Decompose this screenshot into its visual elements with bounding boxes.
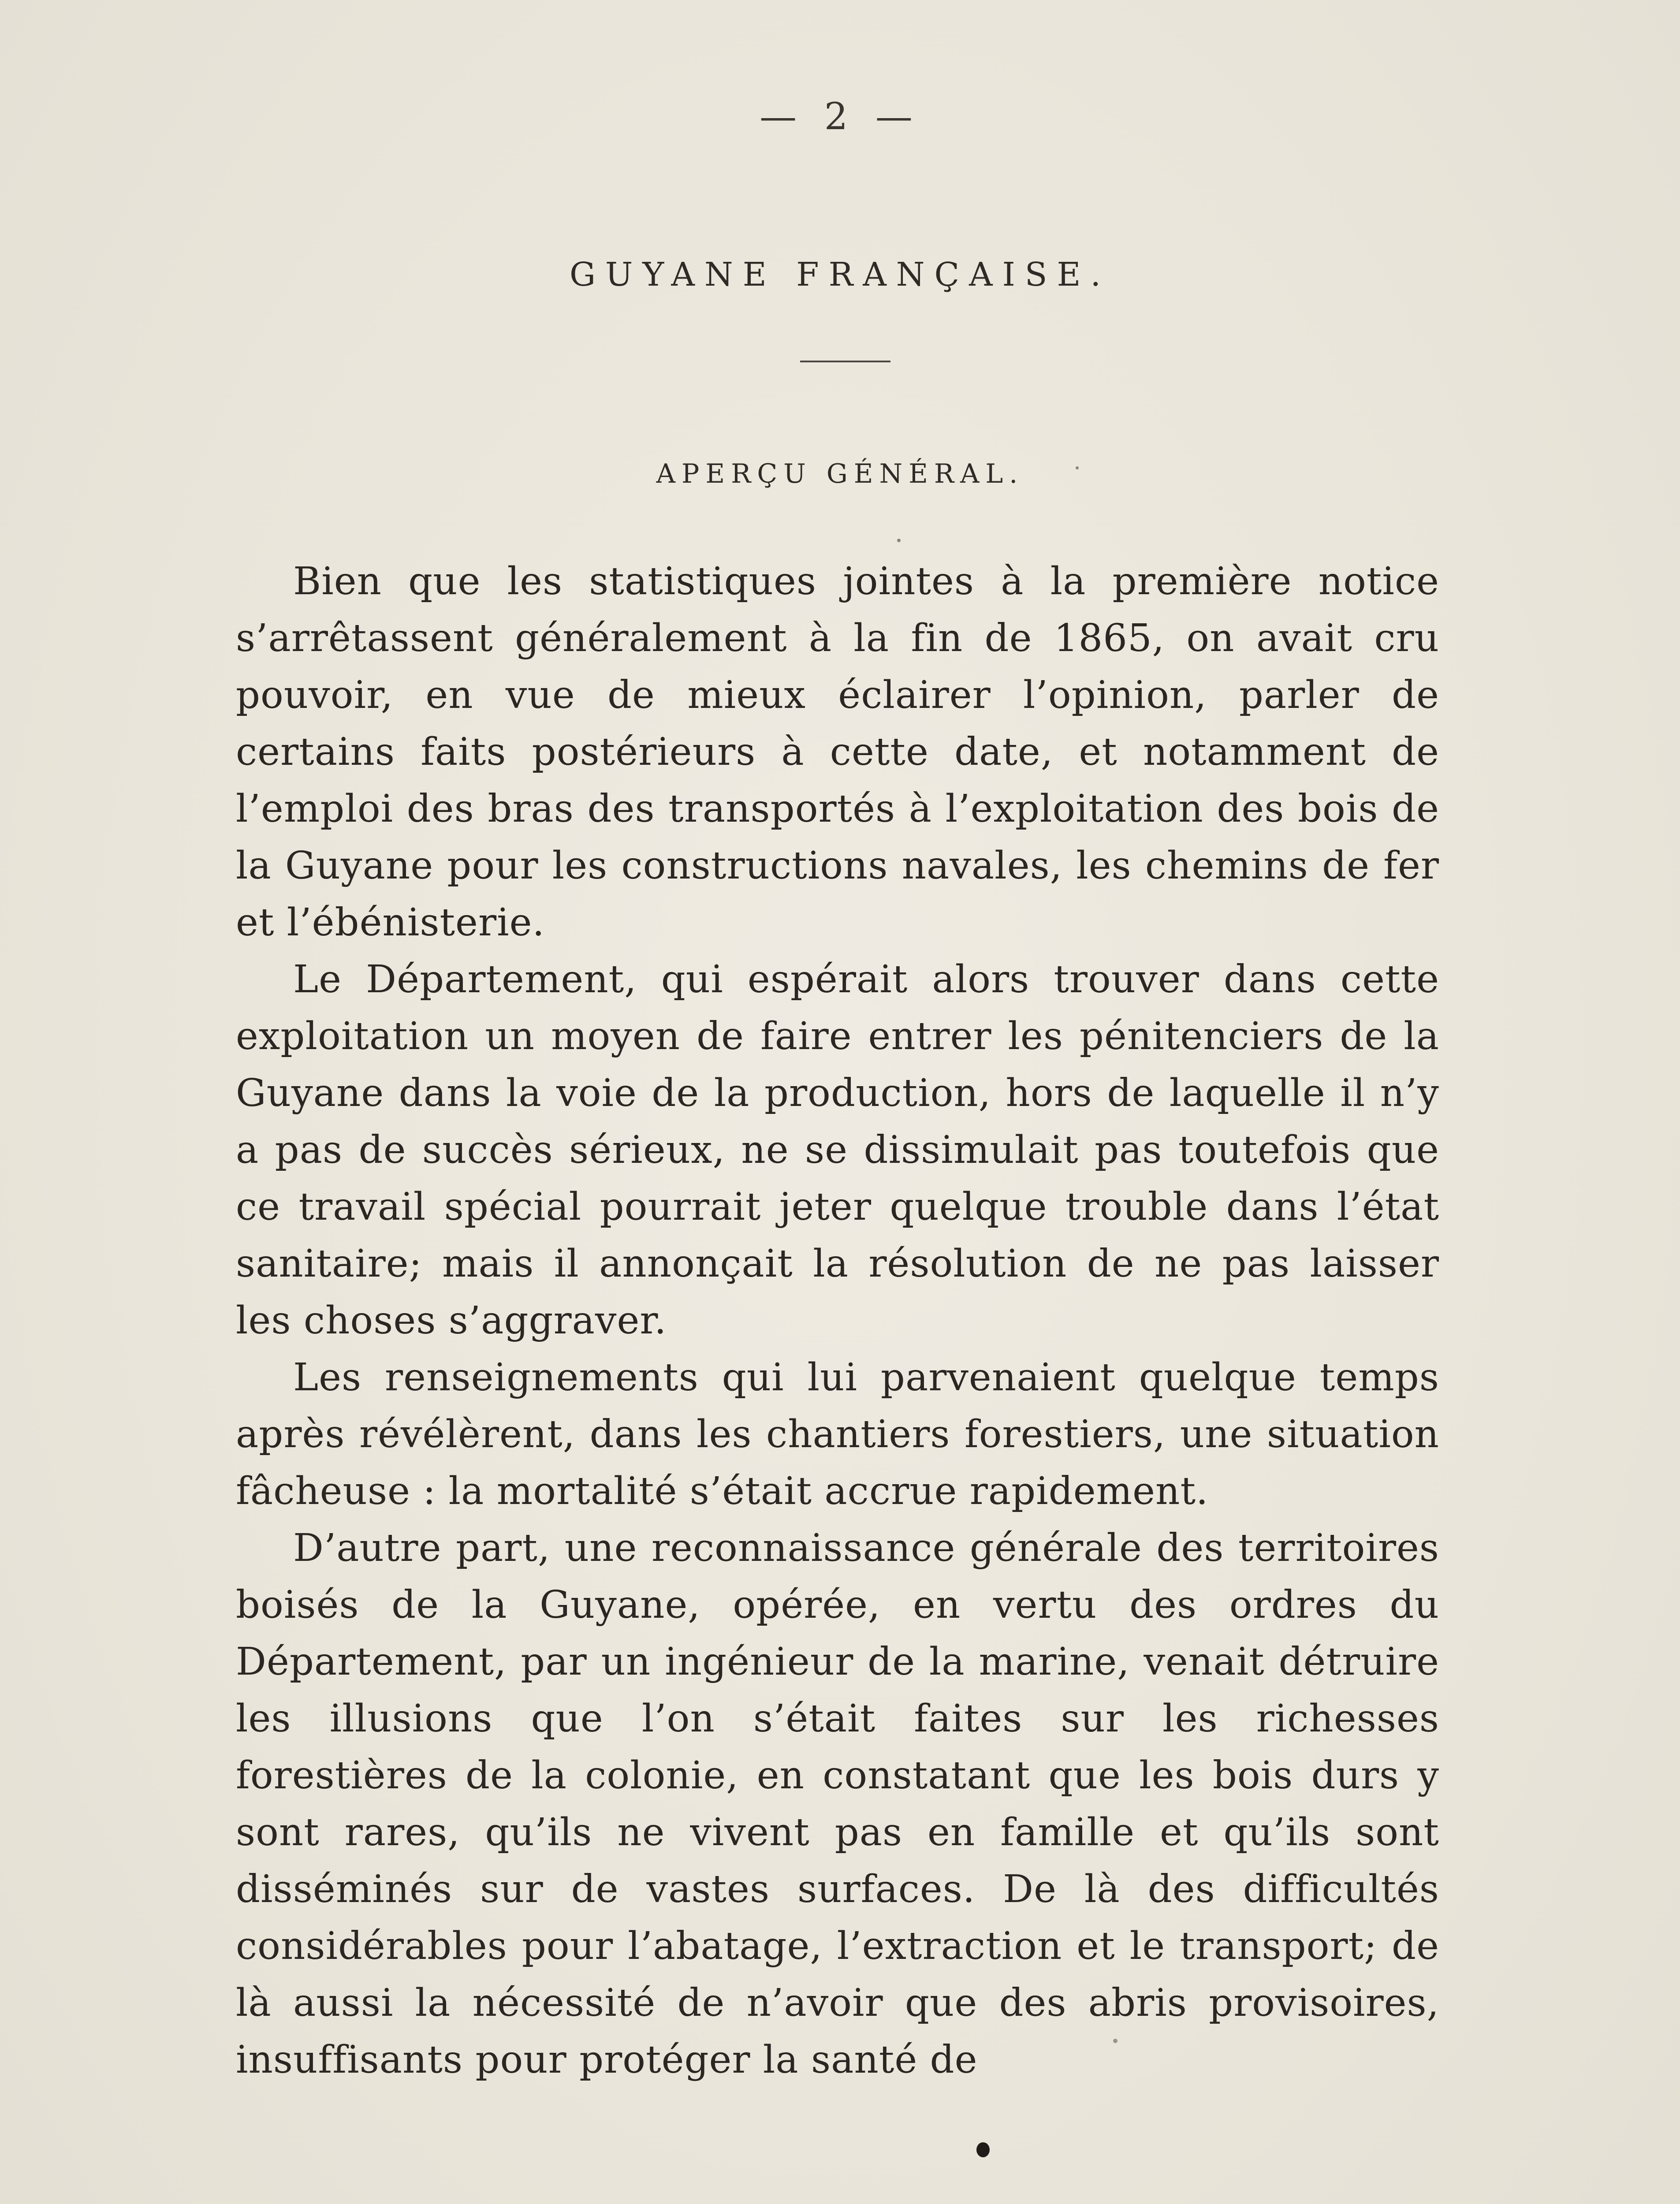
page-title: GUYANE FRANÇAISE. <box>569 256 1111 294</box>
section-subtitle: APERÇU GÉNÉRAL. <box>656 458 1024 489</box>
paragraph-1: Bien que les statistiques jointes à la première notice s’arrêtassent généralement à la fin de 1865, on avait cru pouvoir, en vue de mieux éclairer l’opinion, parler de certains faits postérieurs à cette date, et notamment de l’emploi des bras des transportés à l’exploitation des bois de la Guyane pour les constructions navales, les chemins de fer et l’ébénisterie. <box>236 559 1439 945</box>
paper-speck <box>897 539 901 542</box>
ink-speck <box>976 2142 990 2157</box>
title-divider <box>800 361 890 362</box>
paper-speck <box>1076 466 1079 469</box>
paragraph-3: Les renseignements qui lui parvenaient quelque temps après révélèrent, dans les chantiers forestiers, une situation fâcheuse : la mortalité s’était accrue rapidement. <box>236 1355 1439 1513</box>
paper-speck <box>1113 2039 1118 2043</box>
body-text <box>236 553 1439 2089</box>
page-number: — 2 — <box>760 95 920 138</box>
paragraph-2: Le Département, qui espérait alors trouver dans cette exploitation un moyen de faire entrer les pénitenciers de la Guyane dans la voie de la production, hors de laquelle il n’y a pas de succès sérieux, ne se dissimulait pas toutefois que ce travail spécial pourrait jeter quelque trouble dans l’état sanitaire; mais il annonçait la résolution de ne pas laisser les choses s’aggraver. <box>236 957 1439 1343</box>
paragraph-4: D’autre part, une reconnaissance générale des territoires boisés de la Guyane, opérée, en vertu des ordres du Département, par un ingénieur de la marine, venait détruire les illusions que l’on s’était faites sur les richesses forestières de la colonie, en constatant que les bois durs y sont rares, qu’ils ne vivent pas en famille et qu’ils sont disséminés sur de vastes surfaces. De là des difficultés considérables pour l’abatage, l’extraction et le transport; de là aussi la nécessité de n’avoir que des abris provisoires, insuffisants pour protéger la santé de <box>236 1526 1439 2082</box>
